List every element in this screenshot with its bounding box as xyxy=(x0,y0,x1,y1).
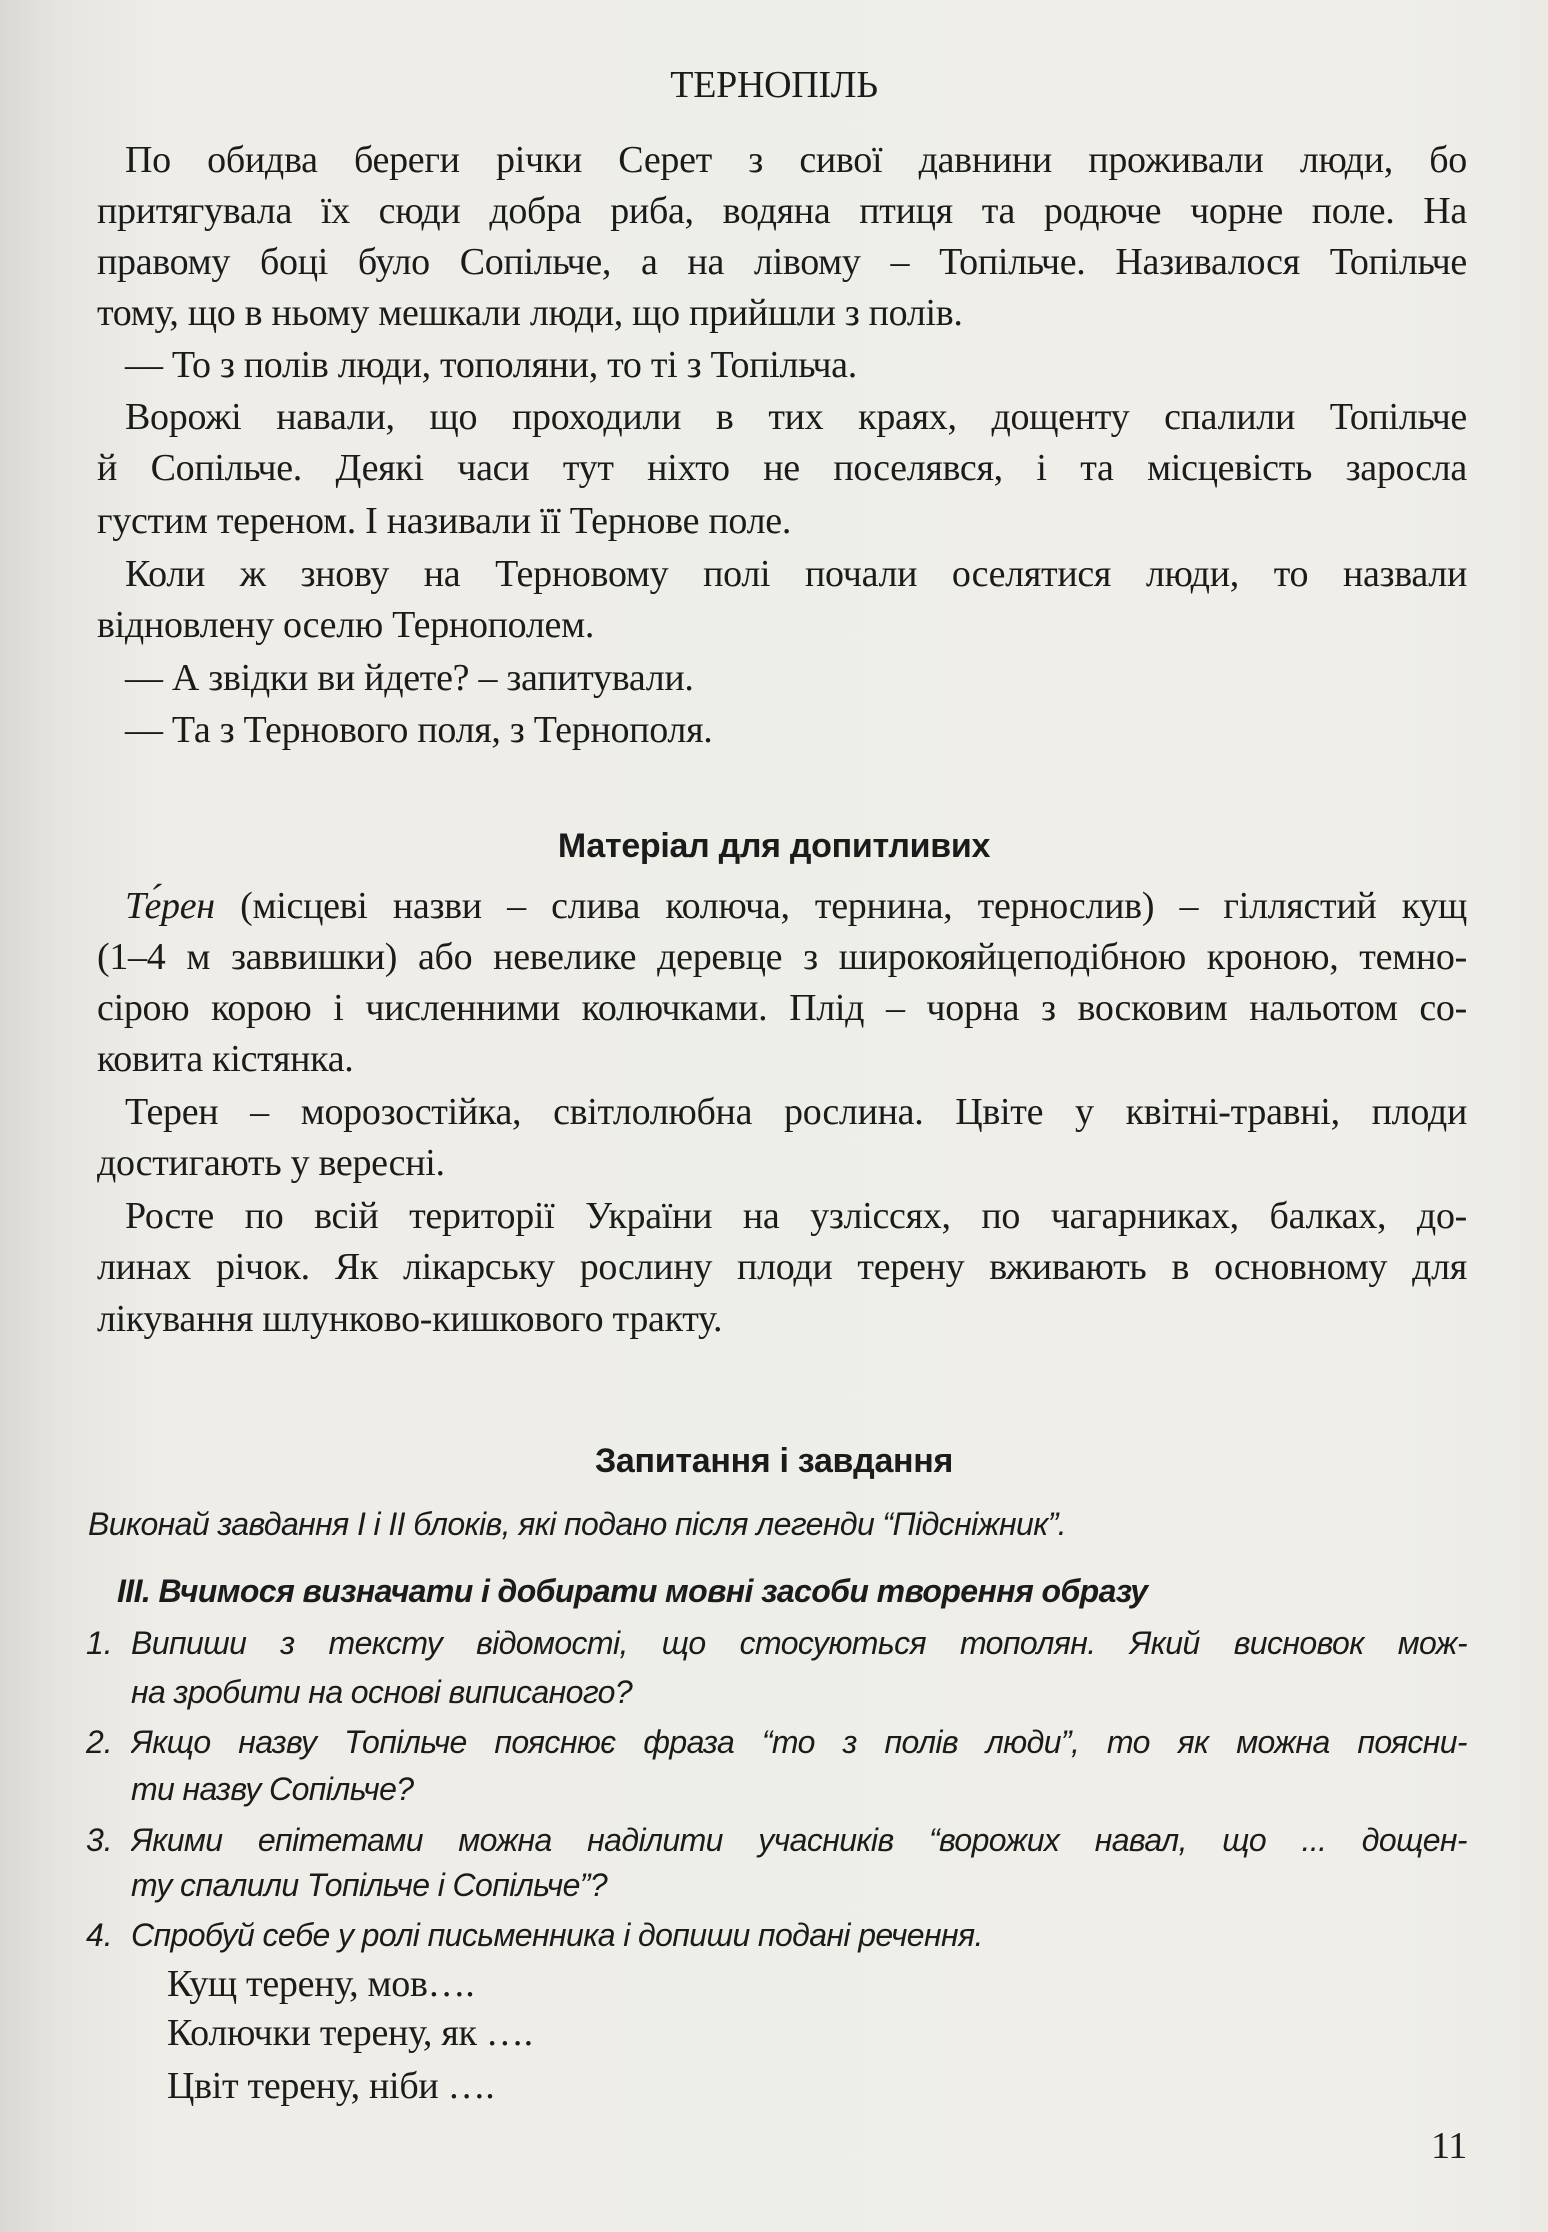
task-number: 1. xyxy=(86,1625,113,1661)
story-dialogue: — Та з Тернового поля, з Тернополя. xyxy=(125,709,713,751)
material-heading: Матеріал для допитливих xyxy=(557,827,991,865)
task-line: Випиши з тексту відомості, що стосуються тополян. Який висновок мож- xyxy=(131,1625,1467,1661)
questions-intro: Виконай завдання I і II блоків, які подано після легенди “Підсніжник”. xyxy=(88,1506,1067,1542)
block-heading: III. Вчимося визначати і добирати мовні засоби творення образу xyxy=(117,1573,1148,1609)
story-dialogue: — То з полів люди, тополяни, то ті з Топільча. xyxy=(125,344,857,386)
material-line: ковита кістянка. xyxy=(97,1038,354,1080)
material-line: Те́рен (місцеві назви – слива колюча, тернина, тернослив) – гіллястий кущ xyxy=(125,885,1467,927)
material-line: линах річок. Як лікарську рослину плоди терену вживають в основному для xyxy=(97,1246,1467,1288)
material-line: Терен – морозостійка, світлолюбна рослина. Цвіте у квітні-травні, плоди xyxy=(125,1091,1467,1133)
task-line: ти назву Сопільче? xyxy=(131,1771,414,1807)
material-line: лікування шлунково-кишкового тракту. xyxy=(97,1298,723,1340)
task-number: 3. xyxy=(86,1822,113,1858)
term: Те́рен xyxy=(125,885,215,927)
task-line: Якими епітетами можна наділити учасників “ворожих навал, що ... дощен- xyxy=(131,1822,1467,1858)
story-dialogue: — А звідки ви йдете? – запитували. xyxy=(125,657,694,699)
task-line: Спробуй себе у ролі письменника і допиши подані речення. xyxy=(131,1917,983,1953)
task-number: 4. xyxy=(86,1917,113,1953)
story-line: правому боці було Сопільче, а на лівому – Топільче. Називалося Топільче xyxy=(97,241,1467,283)
story-line: Ворожі навали, що проходили в тих краях, дощенту спалили Топільче xyxy=(125,396,1467,438)
questions-heading: Запитання і завдання xyxy=(594,1442,954,1480)
sentence-to-complete: Кущ терену, мов…. xyxy=(167,1963,475,2005)
task-line: Якщо назву Топільче пояснює фраза “то з полів люди”, то як можна поясни- xyxy=(131,1724,1467,1760)
page-number: 11 xyxy=(1431,2125,1467,2167)
story-title: ТЕРНОПІЛЬ xyxy=(670,64,878,106)
sentence-to-complete: Цвіт терену, ніби …. xyxy=(167,2065,495,2107)
material-line: Росте по всій території України на узліссях, по чагарниках, балках, до- xyxy=(125,1195,1467,1237)
task-number: 2. xyxy=(86,1724,113,1760)
task-line: ту спалили Топільче і Сопільче”? xyxy=(131,1867,608,1903)
story-line: тому, що в ньому мешкали люди, що прийшли з полів. xyxy=(97,292,963,334)
sentence-to-complete: Колючки терену, як …. xyxy=(167,2012,533,2054)
story-line: густим тереном. І називали її Тернове поле. xyxy=(97,500,792,542)
task-line: на зробити на основі виписаного? xyxy=(131,1674,633,1710)
material-line: (1–4 м заввишки) або невелике деревце з широкояйцеподібною кроною, темно- xyxy=(97,936,1467,978)
material-line: достигають у вересні. xyxy=(97,1142,445,1184)
story-line: По обидва береги річки Серет з сивої давнини проживали люди, бо xyxy=(125,139,1467,181)
story-line: й Сопільче. Деякі часи тут ніхто не поселявся, і та місцевість заросла xyxy=(97,447,1467,489)
story-line: відновлену оселю Тернополем. xyxy=(97,604,595,646)
material-line: сірою корою і численними колючками. Плід – чорна з восковим нальотом со- xyxy=(97,987,1467,1029)
story-line: Коли ж знову на Терновому полі почали оселятися люди, то назвали xyxy=(125,553,1467,595)
story-line: притягувала їх сюди добра риба, водяна птиця та родюче чорне поле. На xyxy=(97,190,1467,232)
